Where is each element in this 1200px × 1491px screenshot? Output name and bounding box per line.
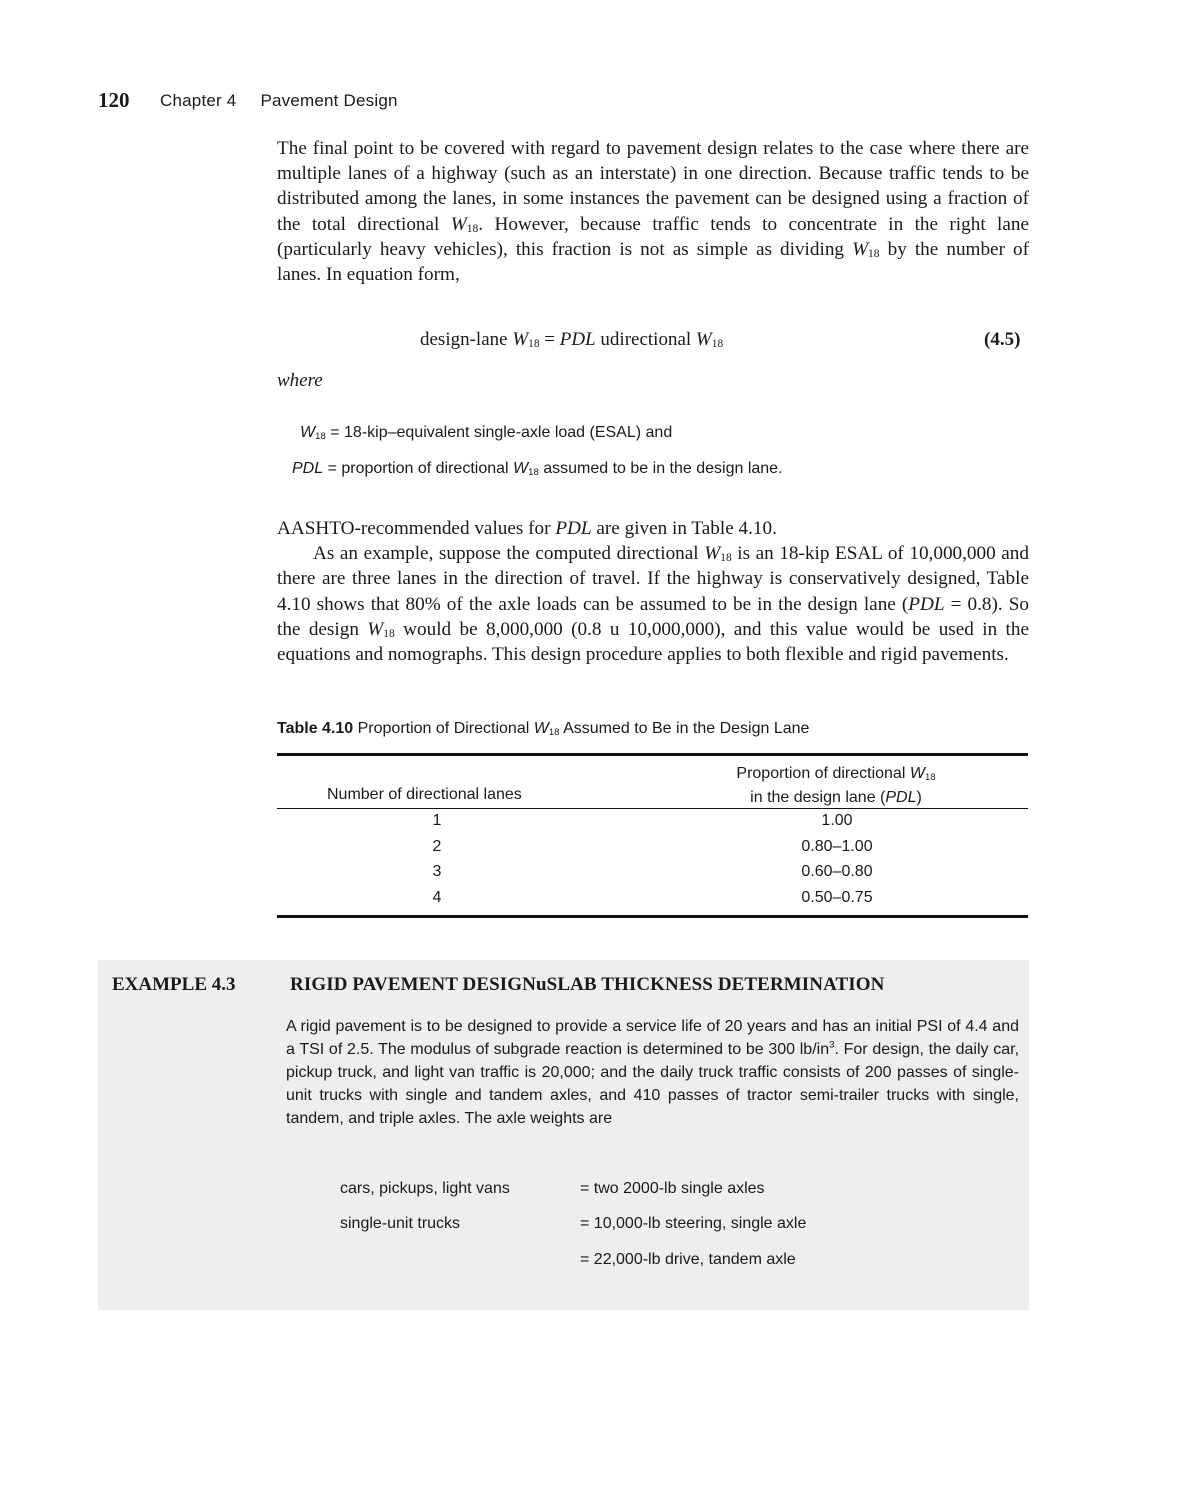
- example-label: EXAMPLE 4.3: [112, 974, 236, 995]
- cell-lanes: 4: [432, 888, 442, 906]
- definition-w18: $W_{18}$ = 18-kip–equivalent single-axle load (ESAL) and: [300, 424, 673, 442]
- example-box: [98, 960, 1029, 1310]
- equation: design-lane $W_{18}$ = PDL udirectional $W_{18}$: [420, 329, 724, 350]
- page-number: 120: [98, 88, 130, 112]
- where-label: where: [277, 370, 323, 391]
- cell-lanes: 1: [432, 812, 442, 829]
- example-body: A rigid pavement is to be designed to provide a service life of 20 years and has an initial PSI of 4.4 and a TSI of 2.5. The modulus of subgrade reaction is determined to be 300 $lb/in^3$. For design, the daily car, pickup truck, and light van traffic is 20,000; and the daily truck traffic consists of 200 passes of single-unit trucks with single and tandem axles, and 410 passes of tractor semi-trailer trucks with single, tandem, and triple axles. The axle weights are: [286, 1018, 1020, 1127]
- cell-proportion: 0.80–1.00: [801, 837, 873, 855]
- cell-proportion: 1.00: [821, 812, 853, 829]
- axle-weight-steering: = 10,000-lb steering, single axle: [580, 1215, 807, 1232]
- table-row: [277, 809, 1028, 835]
- table-bottom-rule: [277, 915, 1028, 918]
- table-row: [277, 835, 1028, 861]
- axle-weight-cars: = two 2000-lb single axles: [580, 1180, 765, 1197]
- cell-proportion: 0.50–0.75: [801, 888, 873, 906]
- table-row: [277, 886, 1028, 912]
- col-header-lanes: Number of directional lanes: [327, 786, 522, 803]
- pdl-table: [277, 753, 1028, 918]
- equation-number: (4.5): [984, 329, 1021, 350]
- example-paragraph: AASHTO-recommended values for PDL are given in Table 4.10. As an example, suppose the computed directional $W_{18}$ is an 18-kip ESAL of 10,000,000 and there are three lanes in the direction of travel. If the highway is conservatively designed, Table 4.10 shows that 80% of the axle loads can be assumed to be in the design lane (PDL = 0.8). So the design $W_{18}$ would be 8,000,000 (0.8 u 10,000,000), and this value would be used in the equations and nomographs. This design procedure applies to both flexible and rigid pavements.: [277, 518, 1029, 666]
- table-caption: Table 4.10 Proportion of Directional $W_{18}$ Assumed to Be in the Design Lane: [277, 720, 810, 738]
- col-header-proportion: Proportion of directional $W_{18}$ in the design lane (PDL): [736, 765, 936, 806]
- running-header: [160, 91, 398, 111]
- intro-paragraph: The final point to be covered with regard to pavement design relates to the case where there are multiple lanes of a highway (such as an interstate) in one direction. Because traffic tends to be distributed among the lanes, in some instances the pavement can be designed using a fraction of the total directional $W_{18}$. However, because traffic tends to concentrate in the right lane (particularly heavy vehicles), this fraction is not as simple as dividing $W_{18}$ by the number of lanes. In equation form,: [277, 138, 1029, 286]
- section-label: Pavement Design: [260, 91, 398, 110]
- definition-pdl: PDL = proportion of directional $W_{18}$ assumed to be in the design lane.: [292, 460, 783, 478]
- cell-lanes: 2: [432, 837, 442, 855]
- example-title: RIGID PAVEMENT DESIGNuSLAB THICKNESS DETERMINATION: [290, 974, 885, 995]
- cell-proportion: 0.60–0.80: [801, 863, 873, 880]
- table-header: [277, 756, 1028, 808]
- axle-vehicle-cars: cars, pickups, light vans: [340, 1180, 510, 1197]
- axle-vehicle-single-unit: single-unit trucks: [340, 1215, 461, 1232]
- axle-weight-drive: = 22,000-lb drive, tandem axle: [580, 1251, 796, 1268]
- cell-lanes: 3: [432, 863, 442, 880]
- chapter-label: Chapter 4: [160, 91, 237, 110]
- table-row: [277, 860, 1028, 886]
